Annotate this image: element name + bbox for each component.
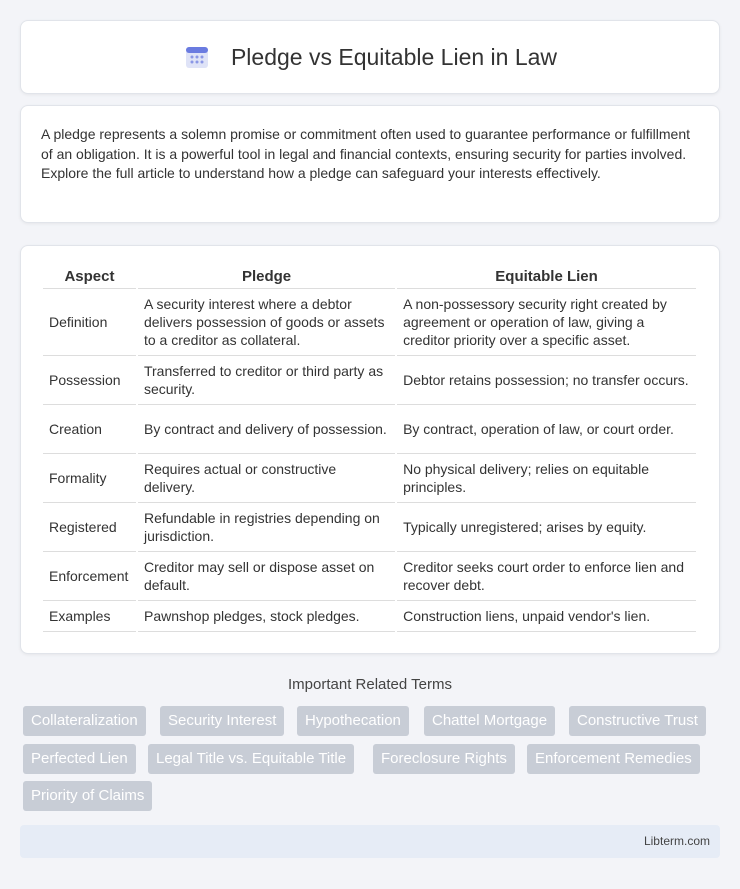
tag-foreclosure-rights[interactable]: Foreclosure Rights <box>373 744 515 774</box>
tag-collateralization[interactable]: Collateralization <box>23 706 146 736</box>
row-pledge: Transferred to creditor or third party as security. <box>138 356 395 405</box>
row-lien: By contract, operation of law, or court order. <box>397 405 696 454</box>
row-aspect: Examples <box>43 601 136 632</box>
intro-card <box>20 105 720 223</box>
row-pledge: A security interest where a debtor delivers possession of goods or assets to a creditor as collateral. <box>138 289 395 356</box>
header-aspect: Aspect <box>43 267 136 289</box>
tag-priority-of-claims[interactable]: Priority of Claims <box>23 781 152 811</box>
row-aspect: Formality <box>43 454 136 503</box>
row-lien: Creditor seeks court order to enforce lien and recover debt. <box>397 552 696 601</box>
row-lien: A non-possessory security right created by agreement or operation of law, giving a creditor priority over a specific asset. <box>397 289 696 356</box>
tag-constructive-trust[interactable]: Constructive Trust <box>569 706 706 736</box>
header-pledge: Pledge <box>138 267 395 289</box>
table-row <box>43 356 696 405</box>
row-aspect: Registered <box>43 503 136 552</box>
tag-hypothecation[interactable]: Hypothecation <box>297 706 409 736</box>
row-pledge: By contract and delivery of possession. <box>138 405 395 454</box>
row-lien: Debtor retains possession; no transfer occurs. <box>397 356 696 405</box>
row-lien: Typically unregistered; arises by equity. <box>397 503 696 552</box>
row-pledge: Refundable in registries depending on jurisdiction. <box>138 503 395 552</box>
row-aspect: Possession <box>43 356 136 405</box>
tag-perfected-lien[interactable]: Perfected Lien <box>23 744 136 774</box>
header-equitable-lien: Equitable Lien <box>397 267 696 289</box>
table-header-row <box>43 267 696 289</box>
table-row <box>43 552 696 601</box>
title-card <box>20 20 720 94</box>
table-row <box>43 454 696 503</box>
row-aspect: Creation <box>43 405 136 454</box>
table-row <box>43 289 696 356</box>
related-terms-title: Important Related Terms <box>288 676 452 693</box>
row-aspect: Enforcement <box>43 552 136 601</box>
tag-legal-vs-equitable-title[interactable]: Legal Title vs. Equitable Title <box>148 744 354 774</box>
footer-site[interactable]: Libterm.com <box>643 834 710 848</box>
intro-text: A pledge represents a solemn promise or commitment often used to guarantee performance or fulfillment of an obligation. It is a powerful tool in legal and financial contexts, ensuring security for parties involved. Explore the full article to understand how a pledge can safeguard your interests effectively. <box>41 126 690 181</box>
table-row <box>43 405 696 454</box>
row-lien: No physical delivery; relies on equitable principles. <box>397 454 696 503</box>
tag-security-interest[interactable]: Security Interest <box>160 706 284 736</box>
tag-chattel-mortgage[interactable]: Chattel Mortgage <box>424 706 555 736</box>
calendar-grid-icon <box>183 43 211 71</box>
row-pledge: Creditor may sell or dispose asset on default. <box>138 552 395 601</box>
row-lien: Construction liens, unpaid vendor's lien. <box>397 601 696 632</box>
comparison-table <box>41 267 698 632</box>
row-pledge: Pawnshop pledges, stock pledges. <box>138 601 395 632</box>
footer <box>20 825 720 858</box>
row-aspect: Definition <box>43 289 136 356</box>
table-row <box>43 503 696 552</box>
page-title: Pledge vs Equitable Lien in Law <box>230 43 558 70</box>
row-pledge: Requires actual or constructive delivery. <box>138 454 395 503</box>
tag-enforcement-remedies[interactable]: Enforcement Remedies <box>527 744 700 774</box>
table-row <box>43 601 696 632</box>
comparison-card <box>20 245 720 654</box>
